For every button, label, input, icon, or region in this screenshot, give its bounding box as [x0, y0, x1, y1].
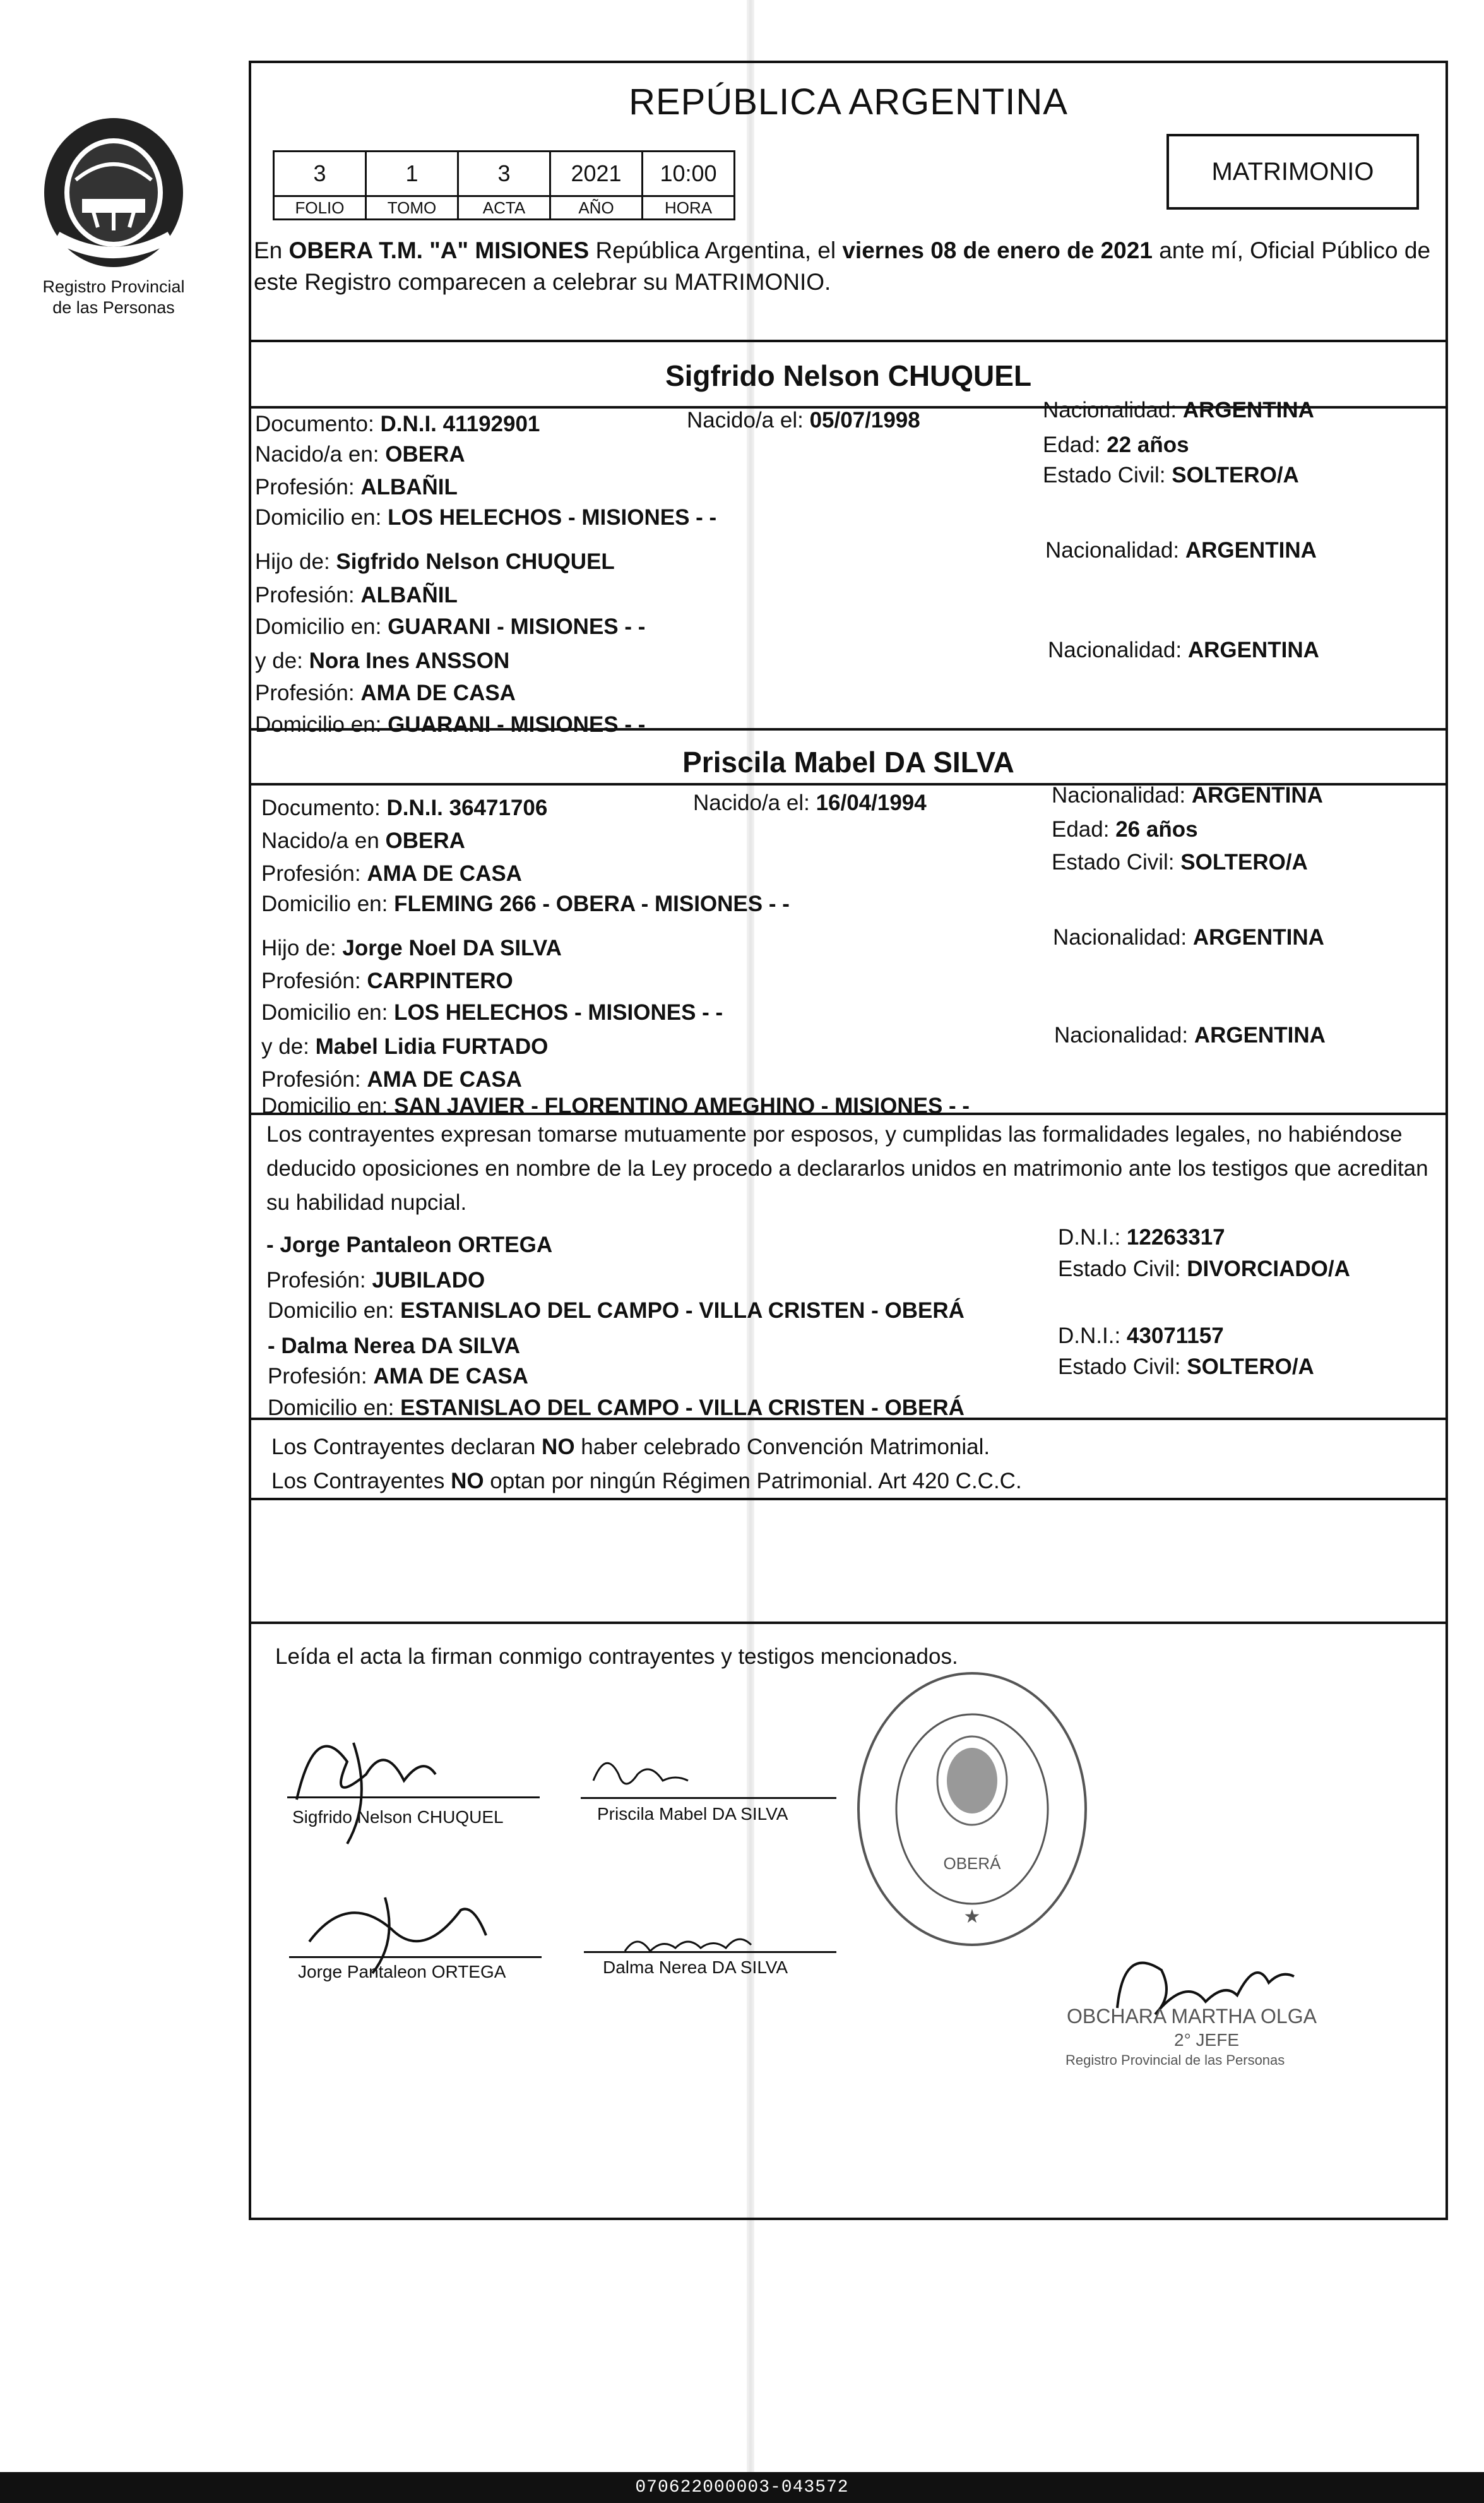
regime-line-2: Los Contrayentes NO optan por ningún Régimen Patrimonial. Art 420 C.C.C.: [271, 1469, 1022, 1493]
official-registry: Registro Provincial de las Personas: [1066, 2052, 1285, 2068]
signature-2-image: [581, 1743, 720, 1806]
tomo-value: 1: [366, 152, 458, 196]
witness2-address: Domicilio en: ESTANISLAO DEL CAMPO - VILLA CRISTEN - OBERÁ: [268, 1395, 965, 1420]
bride-father: Hijo de: Jorge Noel DA SILVA: [261, 936, 562, 960]
bride-mother-profession: Profesión: AMA DE CASA: [261, 1067, 522, 1092]
acta-label: ACTA: [458, 196, 550, 220]
divider: [249, 1622, 1448, 1624]
signature-line: [584, 1951, 836, 1953]
official-name: OBCHARA MARTHA OLGA: [1067, 2005, 1317, 2028]
divider: [249, 1418, 1448, 1420]
registry-stamp: [852, 1667, 1092, 1951]
groom-birth-place: Nacido/a en: OBERA: [255, 442, 465, 467]
folio-label: FOLIO: [274, 196, 366, 220]
signature-1-image: [278, 1705, 505, 1850]
act-type-box: MATRIMONIO: [1166, 134, 1419, 210]
bride-birth-date: Nacido/a el: 16/04/1994: [693, 791, 927, 815]
folio-value: 3: [274, 152, 366, 196]
witness2-name: - Dalma Nerea DA SILVA: [268, 1334, 521, 1358]
groom-birth-date: Nacido/a el: 05/07/1998: [687, 408, 920, 433]
witness1-civil-status: Estado Civil: DIVORCIADO/A: [1058, 1257, 1350, 1281]
bride-age: Edad: 26 años: [1052, 817, 1198, 842]
acta-value: 3: [458, 152, 550, 196]
groom-father: Hijo de: Sigfrido Nelson CHUQUEL: [255, 549, 615, 574]
barcode-text: 070622000003-043572: [635, 2478, 849, 2497]
groom-name: Sigfrido Nelson CHUQUEL: [665, 359, 1032, 392]
divider: [249, 1498, 1448, 1500]
signature-3-label: Jorge Pantaleon ORTEGA: [298, 1962, 506, 1981]
divider: [249, 728, 1448, 731]
bride-father-profession: Profesión: CARPINTERO: [261, 969, 513, 993]
svg-text:★: ★: [963, 1906, 981, 1927]
bride-birth-place: Nacido/a en OBERA: [261, 828, 465, 853]
signature-4-label: Dalma Nerea DA SILVA: [603, 1957, 788, 1977]
province-seal-logo: [38, 111, 189, 275]
bride-mother: y de: Mabel Lidia FURTADO: [261, 1034, 549, 1059]
witness1-profession: Profesión: JUBILADO: [266, 1268, 485, 1293]
declaration-paragraph: Los contrayentes expresan tomarse mutuamente por esposos, y cumplidas las formalidades legales, no habiéndose deducido oposiciones en nombre de la Ley procedo a declararlos unidos en matrimonio ante los testigos que acreditan su habilidad nupcial.: [266, 1122, 1428, 1215]
bride-document: Documento: D.N.I. 36471706: [261, 796, 548, 820]
bride-father-address: Domicilio en: LOS HELECHOS - MISIONES - -: [261, 1000, 723, 1025]
year-value: 2021: [550, 152, 643, 196]
groom-address: Domicilio en: LOS HELECHOS - MISIONES - -: [255, 505, 717, 530]
reference-table: [273, 150, 735, 220]
groom-mother: y de: Nora Ines ANSSON: [255, 648, 510, 673]
signature-1-label: Sigfrido Nelson CHUQUEL: [292, 1807, 504, 1827]
svg-text:OBERÁ: OBERÁ: [943, 1854, 1001, 1873]
signature-2-label: Priscila Mabel DA SILVA: [597, 1804, 788, 1824]
official-role: 2° JEFE: [1174, 2030, 1240, 2050]
intro-paragraph: En OBERA T.M. "A" MISIONES República Argentina, el viernes 08 de enero de 2021 ante mí, Oficial Público de este Registro comparecen a celebrar su MATRIMONIO.: [254, 237, 1431, 295]
divider: [249, 1113, 1448, 1115]
bride-profession: Profesión: AMA DE CASA: [261, 861, 522, 886]
groom-father-address: Domicilio en: GUARANI - MISIONES - -: [255, 614, 646, 639]
regime-line-1: Los Contrayentes declaran NO haber celebrado Convención Matrimonial.: [271, 1435, 990, 1459]
registry-label: Registro Provincial de las Personas: [42, 277, 185, 317]
signature-line: [287, 1796, 540, 1798]
witness2-civil-status: Estado Civil: SOLTERO/A: [1058, 1354, 1314, 1379]
witness2-dni: D.N.I.: 43071157: [1058, 1323, 1224, 1348]
groom-father-nationality: Nacionalidad: ARGENTINA: [1045, 538, 1317, 563]
witness1-address: Domicilio en: ESTANISLAO DEL CAMPO - VILLA CRISTEN - OBERÁ: [268, 1298, 965, 1323]
groom-document: Documento: D.N.I. 41192901: [255, 412, 540, 436]
groom-mother-address: Domicilio en: GUARANI - MISIONES - -: [255, 712, 646, 737]
signature-line: [289, 1956, 542, 1958]
groom-mother-profession: Profesión: AMA DE CASA: [255, 681, 516, 705]
bride-mother-address: Domicilio en: SAN JAVIER - FLORENTINO AMEGHINO - MISIONES - -: [261, 1094, 970, 1118]
signature-line: [581, 1797, 836, 1799]
witness1-dni: D.N.I.: 12263317: [1058, 1225, 1225, 1250]
groom-age: Edad: 22 años: [1043, 433, 1189, 457]
barcode-bar: [0, 2472, 1484, 2503]
tomo-label: TOMO: [366, 196, 458, 220]
bride-address: Domicilio en: FLEMING 266 - OBERA - MISIONES - -: [261, 892, 790, 916]
bride-father-nationality: Nacionalidad: ARGENTINA: [1053, 925, 1324, 950]
divider: [249, 340, 1448, 342]
bride-nationality: Nacionalidad: ARGENTINA: [1052, 783, 1323, 808]
bride-mother-nationality: Nacionalidad: ARGENTINA: [1054, 1023, 1326, 1048]
hour-label: HORA: [643, 196, 735, 220]
groom-mother-nationality: Nacionalidad: ARGENTINA: [1048, 638, 1319, 662]
groom-father-profession: Profesión: ALBAÑIL: [255, 583, 458, 607]
groom-nationality: Nacionalidad: ARGENTINA: [1043, 398, 1314, 422]
bride-civil-status: Estado Civil: SOLTERO/A: [1052, 850, 1308, 875]
groom-civil-status: Estado Civil: SOLTERO/A: [1043, 463, 1299, 487]
witness1-name: - Jorge Pantaleon ORTEGA: [266, 1233, 553, 1257]
bride-name: Priscila Mabel DA SILVA: [682, 746, 1014, 779]
groom-profession: Profesión: ALBAÑIL: [255, 475, 458, 499]
year-label: AÑO: [550, 196, 643, 220]
page-title: REPÚBLICA ARGENTINA: [629, 81, 1068, 122]
hour-value: 10:00: [643, 152, 735, 196]
closing-statement: Leída el acta la firman conmigo contrayentes y testigos mencionados.: [275, 1644, 958, 1669]
witness2-profession: Profesión: AMA DE CASA: [268, 1364, 528, 1389]
